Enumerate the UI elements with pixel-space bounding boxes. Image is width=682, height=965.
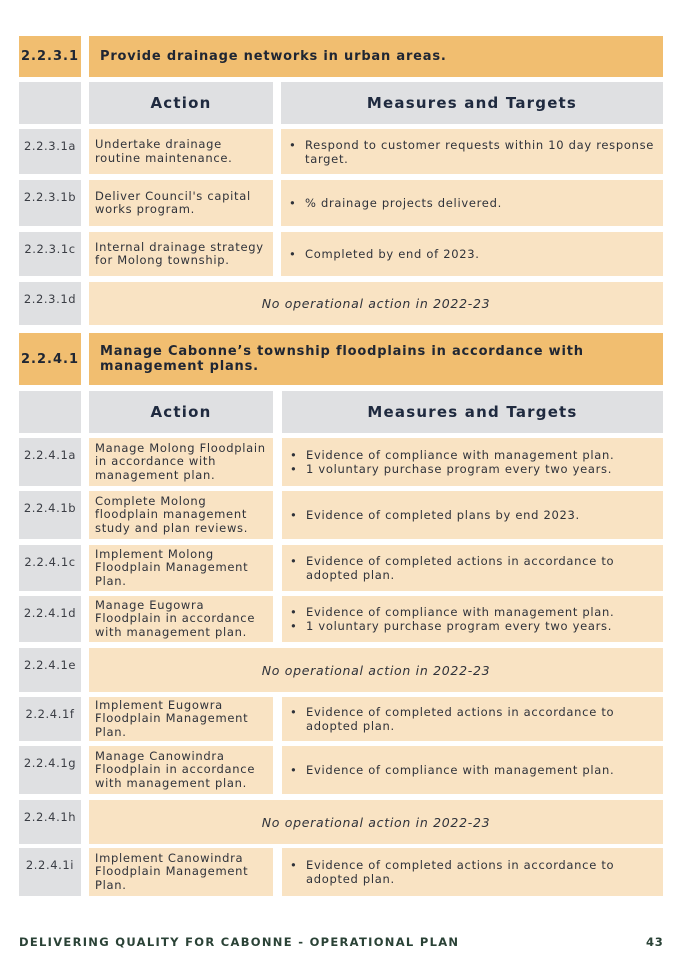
no-operational-action: No operational action in 2022-23 bbox=[89, 800, 663, 844]
action-cell: Internal drainage strategy for Molong township. bbox=[89, 232, 273, 276]
measure-item: • Evidence of completed actions in accordance to adopted plan. bbox=[290, 858, 615, 886]
row-number: 2.2.3.1b bbox=[19, 180, 81, 226]
measure-item: • 1 voluntary purchase program every two years. bbox=[290, 619, 613, 633]
action-cell: Undertake drainage routine maintenance. bbox=[89, 129, 273, 174]
page-number: 43 bbox=[646, 935, 664, 949]
section-title: Manage Cabonne’s township floodplains in accordance with management plans. bbox=[89, 333, 663, 385]
row-number: 2.2.4.1a bbox=[19, 438, 81, 486]
measure-item: • Evidence of completed plans by end 2023. bbox=[290, 508, 580, 522]
section-title: Provide drainage networks in urban areas. bbox=[89, 36, 663, 77]
row-number: 2.2.4.1b bbox=[19, 491, 81, 539]
action-cell: Manage Canowindra Floodplain in accordance with management plan. bbox=[89, 746, 273, 794]
measures-cell bbox=[281, 232, 663, 276]
measures-cell bbox=[282, 746, 663, 794]
header-blank-cell bbox=[19, 391, 81, 433]
measures-column-header: Measures and Targets bbox=[282, 391, 663, 433]
action-cell: Manage Molong Floodplain in accordance with management plan. bbox=[89, 438, 273, 486]
action-cell: Deliver Council's capital works program. bbox=[89, 180, 273, 226]
footer-title: DELIVERING QUALITY FOR CABONNE - OPERATIONAL PLAN bbox=[19, 935, 460, 949]
no-operational-action: No operational action in 2022-23 bbox=[89, 282, 663, 325]
row-number: 2.2.4.1d bbox=[19, 596, 81, 642]
measure-item: • Evidence of completed actions in accordance to adopted plan. bbox=[290, 554, 615, 582]
measure-item: • Evidence of compliance with management plan. bbox=[290, 605, 615, 619]
row-number: 2.2.4.1f bbox=[19, 697, 81, 741]
row-number: 2.2.3.1a bbox=[19, 129, 81, 174]
measure-item: • % drainage projects delivered. bbox=[289, 196, 502, 210]
section-number: 2.2.3.1 bbox=[19, 36, 81, 77]
measure-item: • Evidence of compliance with management plan. bbox=[290, 448, 615, 462]
measures-column-header: Measures and Targets bbox=[281, 82, 663, 124]
row-number: 2.2.3.1c bbox=[19, 232, 81, 276]
action-cell: Manage Eugowra Floodplain in accordance with management plan. bbox=[89, 596, 273, 642]
row-number: 2.2.4.1i bbox=[19, 848, 81, 896]
no-operational-action: No operational action in 2022-23 bbox=[89, 648, 663, 692]
row-number: 2.2.3.1d bbox=[19, 282, 81, 325]
measures-cell bbox=[282, 491, 663, 539]
measure-item: • 1 voluntary purchase program every two years. bbox=[290, 462, 613, 476]
measures-cell bbox=[282, 848, 663, 896]
measure-item: • Completed by end of 2023. bbox=[289, 247, 480, 261]
action-cell: Implement Molong Floodplain Management Plan. bbox=[89, 545, 273, 591]
section-number: 2.2.4.1 bbox=[19, 333, 81, 385]
measure-item: • Evidence of completed actions in accordance to adopted plan. bbox=[290, 705, 615, 733]
action-column-header: Action bbox=[89, 391, 273, 433]
measure-item: • Respond to customer requests within 10 day response target. bbox=[289, 137, 655, 166]
row-number: 2.2.4.1g bbox=[19, 746, 81, 794]
header-blank-cell bbox=[19, 82, 81, 124]
action-cell: Implement Eugowra Floodplain Management Plan. bbox=[89, 697, 273, 741]
action-cell: Implement Canowindra Floodplain Management Plan. bbox=[89, 848, 273, 896]
measures-cell bbox=[282, 545, 663, 591]
measure-item: • Evidence of compliance with management plan. bbox=[290, 763, 615, 777]
measures-cell bbox=[282, 697, 663, 741]
measures-cell bbox=[281, 129, 663, 174]
action-cell: Complete Molong floodplain management study and plan reviews. bbox=[89, 491, 273, 539]
row-number: 2.2.4.1e bbox=[19, 648, 81, 692]
row-number: 2.2.4.1c bbox=[19, 545, 81, 591]
measures-cell bbox=[282, 596, 663, 642]
measures-cell bbox=[282, 438, 663, 486]
row-number: 2.2.4.1h bbox=[19, 800, 81, 844]
measures-cell bbox=[281, 180, 663, 226]
action-column-header: Action bbox=[89, 82, 273, 124]
